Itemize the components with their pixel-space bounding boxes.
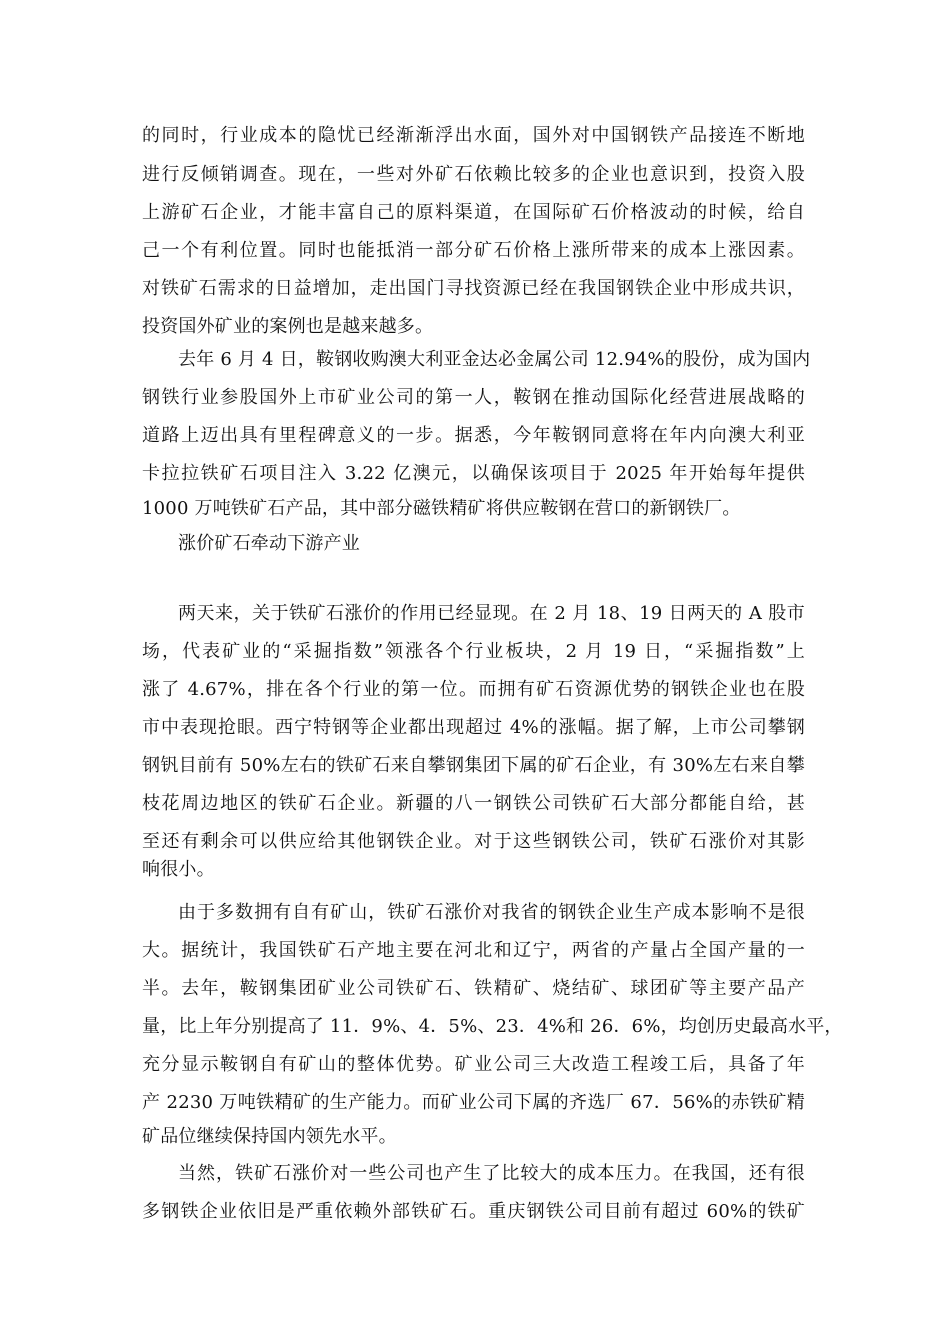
text-line: 的同时，行业成本的隐忧已经渐渐浮出水面，国外对中国钢铁产品接连不断地 xyxy=(142,125,805,146)
text-line: 大。据统计，我国铁矿石产地主要在河北和辽宁，两省的产量占全国产量的一 xyxy=(142,940,805,961)
text-line: 量，比上年分别提高了 11．9%、4．5%、23．4%和 26．6%，均创历史最高水平， xyxy=(142,1016,843,1037)
text-line: 产 2230 万吨铁精矿的生产能力。而矿业公司下属的齐选厂 67．56%的赤铁矿精 xyxy=(142,1092,805,1113)
text-line: 由于多数拥有自有矿山，铁矿石涨价对我省的钢铁企业生产成本影响不是很 xyxy=(178,902,805,923)
text-line: 两天来，关于铁矿石涨价的作用已经显现。在 2 月 18、19 日两天的 A 股市 xyxy=(178,603,805,624)
text-line: 钢钒目前有 50%左右的铁矿石来自攀钢集团下属的矿石企业，有 30%左右来自攀 xyxy=(142,755,805,776)
text-line: 响很小。 xyxy=(142,859,215,880)
text-line: 场，代表矿业的“采掘指数”领涨各个行业板块，2 月 19 日，“采掘指数”上 xyxy=(142,641,805,662)
text-line: 矿品位继续保持国内领先水平。 xyxy=(142,1126,397,1147)
text-line: 卡拉拉铁矿石项目注入 3.22 亿澳元，以确保该项目于 2025 年开始每年提供 xyxy=(142,463,805,484)
text-line: 己一个有利位置。同时也能抵消一部分矿石价格上涨所带来的成本上涨因素。 xyxy=(142,240,805,261)
text-line: 上游矿石企业，才能丰富自己的原料渠道，在国际矿石价格波动的时候，给自 xyxy=(142,202,805,223)
text-line: 至还有剩余可以供应给其他钢铁企业。对于这些钢铁公司，铁矿石涨价对其影 xyxy=(142,831,805,852)
text-line: 多钢铁企业依旧是严重依赖外部铁矿石。重庆钢铁公司目前有超过 60%的铁矿 xyxy=(142,1201,805,1222)
text-line: 钢铁行业参股国外上市矿业公司的第一人，鞍钢在推动国际化经营进展战略的 xyxy=(142,387,805,408)
text-line: 对铁矿石需求的日益增加，走出国门寻找资源已经在我国钢铁企业中形成共识， xyxy=(142,278,805,299)
text-line: 进行反倾销调查。现在，一些对外矿石依赖比较多的企业也意识到，投资入股 xyxy=(142,164,805,185)
text-line: 半。去年，鞍钢集团矿业公司铁矿石、铁精矿、烧结矿、球团矿等主要产品产 xyxy=(142,978,805,999)
text-line: 1000 万吨铁矿石产品，其中部分磁铁精矿将供应鞍钢在营口的新钢铁厂。 xyxy=(142,498,741,519)
text-line: 投资国外矿业的案例也是越来越多。 xyxy=(142,316,434,337)
text-line: 充分显示鞍钢自有矿山的整体优势。矿业公司三大改造工程竣工后，具备了年 xyxy=(142,1054,805,1075)
text-line: 当然，铁矿石涨价对一些公司也产生了比较大的成本压力。在我国，还有很 xyxy=(178,1163,805,1184)
text-line: 道路上迈出具有里程碑意义的一步。据悉，今年鞍钢同意将在年内向澳大利亚 xyxy=(142,425,805,446)
section-heading: 涨价矿石牵动下游产业 xyxy=(178,533,360,554)
text-line: 市中表现抢眼。西宁特钢等企业都出现超过 4%的涨幅。据了解，上市公司攀钢 xyxy=(142,717,805,738)
text-line: 枝花周边地区的铁矿石企业。新疆的八一钢铁公司铁矿石大部分都能自给，甚 xyxy=(142,793,805,814)
text-line: 涨了 4.67%，排在各个行业的第一位。而拥有矿石资源优势的钢铁企业也在股 xyxy=(142,679,805,700)
text-line: 去年 6 月 4 日，鞍钢收购澳大利亚金达必金属公司 12.94%的股份，成为国内 xyxy=(178,349,811,370)
